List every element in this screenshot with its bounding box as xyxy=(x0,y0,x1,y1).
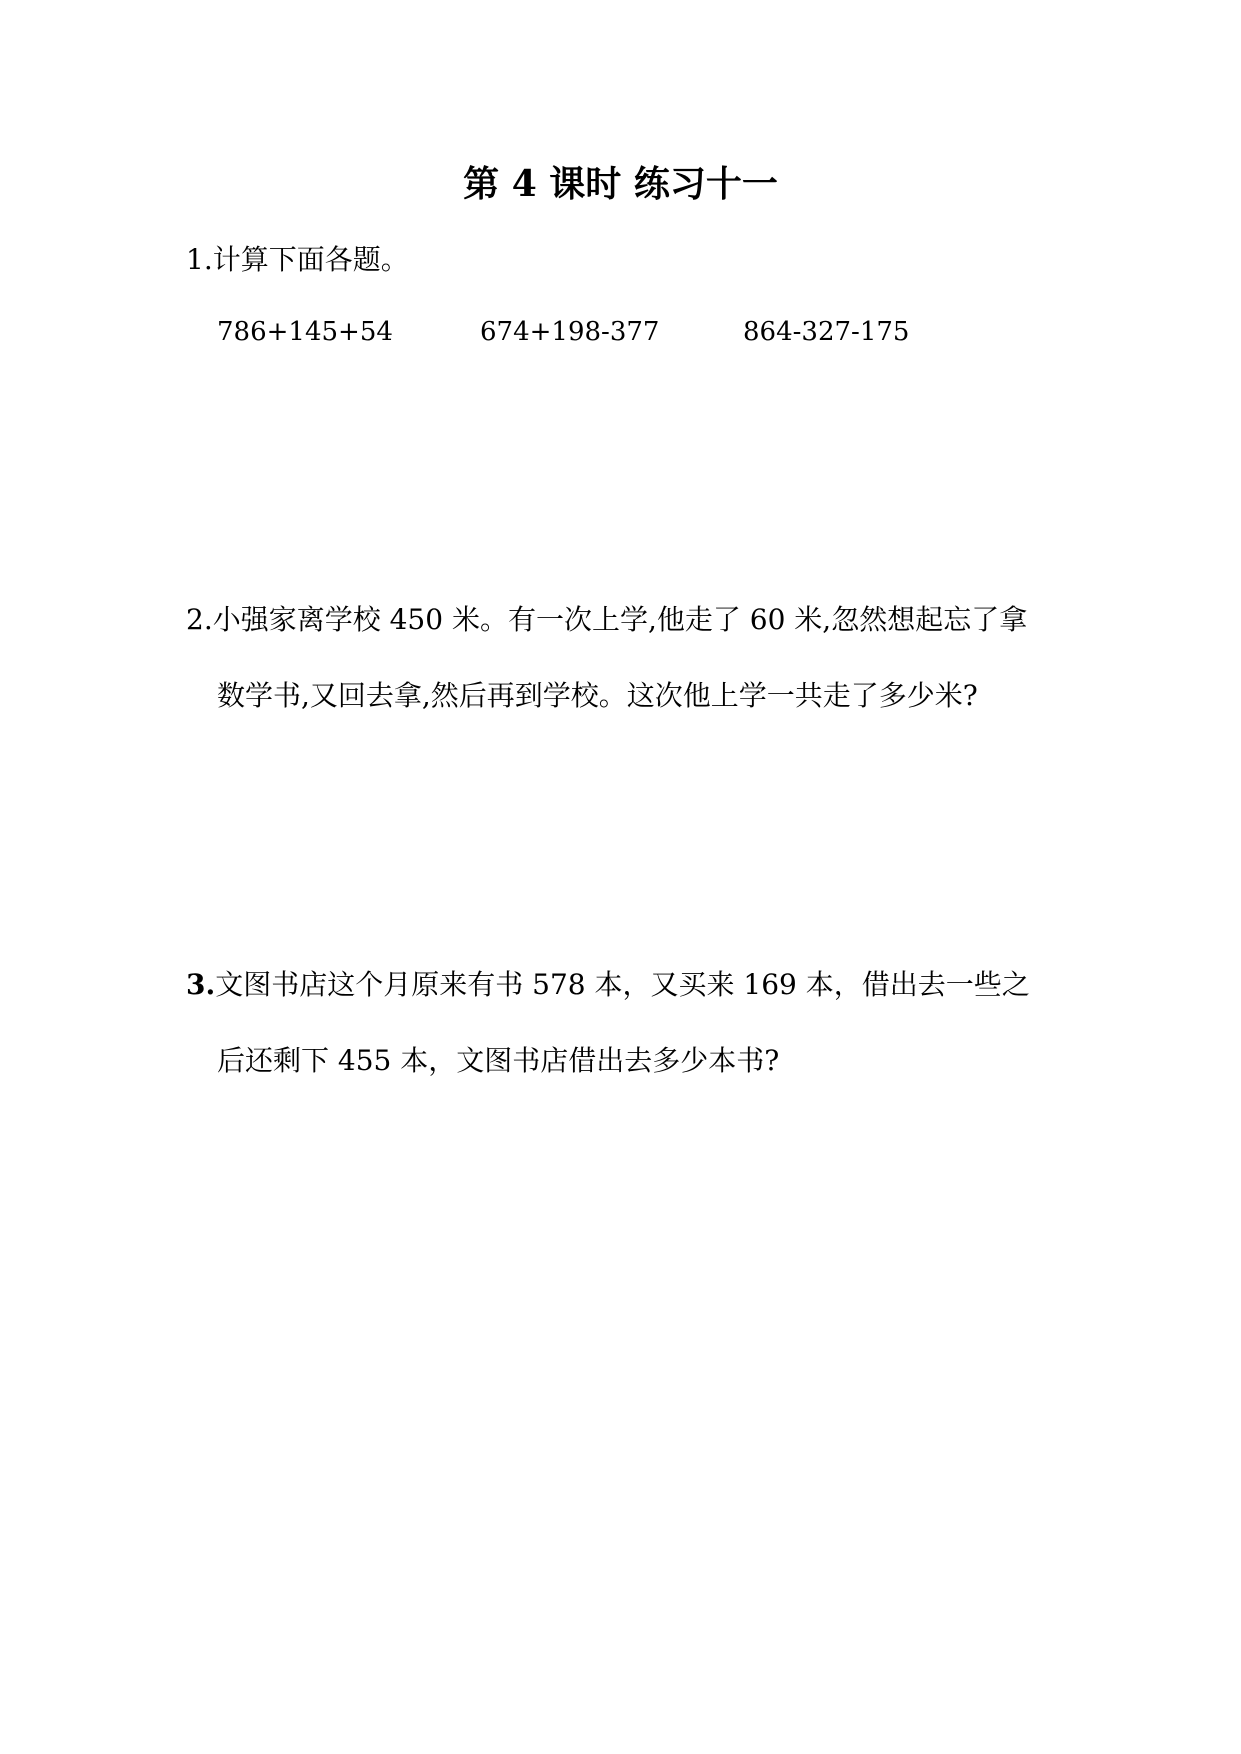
question-2-line-1 xyxy=(186,600,1027,640)
question-1-number: 1. xyxy=(186,243,213,276)
question-3-number: 3. xyxy=(186,968,216,1001)
expression-3: 864-327-175 xyxy=(743,317,910,347)
question-1 xyxy=(186,240,409,280)
question-2-number: 2. xyxy=(186,603,213,636)
expression-1: 786+145+54 xyxy=(217,317,393,347)
expression-2: 674+198-377 xyxy=(480,317,660,347)
question-1-text: 计算下面各题。 xyxy=(212,243,409,276)
question-2-text-1: 小强家离学校 450 米。有一次上学,他走了 60 米,忽然想起忘了拿 xyxy=(212,603,1028,636)
question-3-line-1 xyxy=(186,965,1030,1005)
question-2-line-2: 数学书,又回去拿,然后再到学校。这次他上学一共走了多少米? xyxy=(217,679,978,712)
question-3-text-1: 文图书店这个月原来有书 578 本，又买来 169 本，借出去一些之 xyxy=(215,968,1030,1001)
question-3-line-2: 后还剩下 455 本，文图书店借出去多少本书? xyxy=(217,1044,780,1077)
page-title: 第 4 课时 练习十一 xyxy=(463,163,778,205)
